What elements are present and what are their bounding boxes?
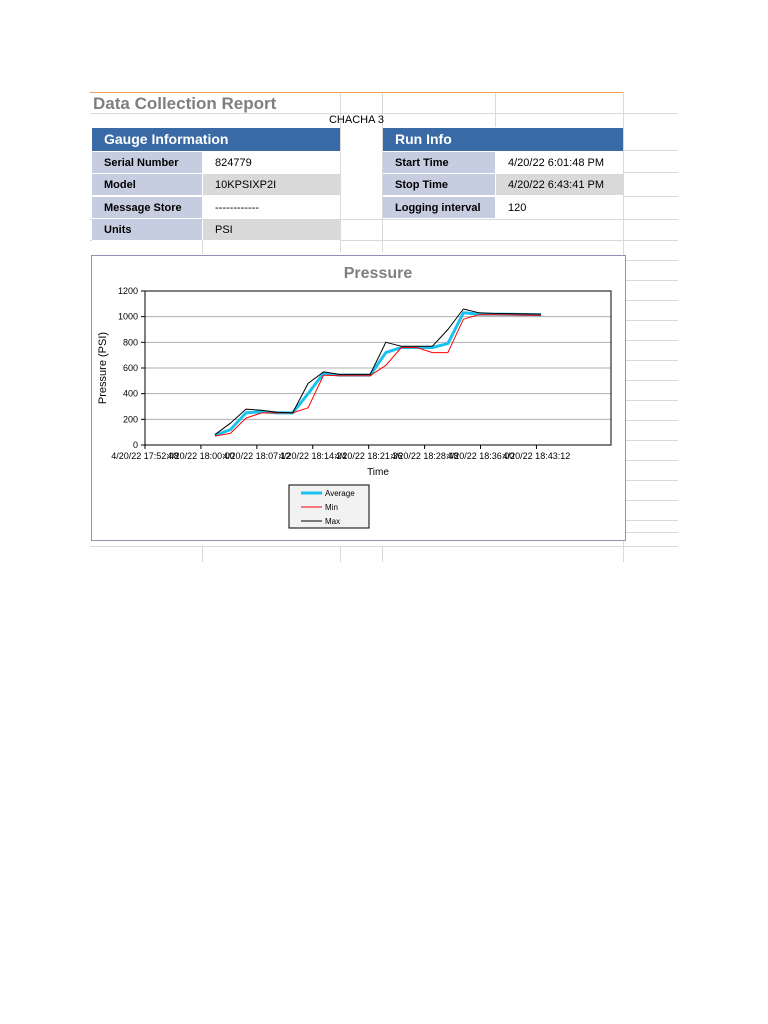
gridline bbox=[202, 546, 203, 562]
gridline bbox=[623, 360, 678, 361]
gridline bbox=[623, 260, 678, 261]
gauge-info-header: Gauge Information bbox=[92, 128, 340, 151]
start-time-label: Start Time bbox=[383, 152, 495, 174]
model-value[interactable]: 10KPSIXP2I bbox=[203, 174, 340, 196]
series-line-max bbox=[215, 309, 541, 435]
stop-time-value[interactable]: 4/20/22 6:43:41 PM bbox=[496, 174, 623, 196]
gridline bbox=[623, 196, 678, 197]
units-value[interactable]: PSI bbox=[203, 219, 340, 241]
chart-title: Pressure bbox=[343, 265, 413, 282]
y-tick-label: 400 bbox=[122, 388, 138, 399]
gridline bbox=[623, 532, 678, 533]
units-label: Units bbox=[92, 219, 202, 241]
legend-label: Average bbox=[325, 489, 355, 498]
y-tick-label: 0 bbox=[132, 440, 138, 450]
legend-label: Min bbox=[325, 503, 338, 512]
x-tick-label: 4/20/22 18:28:48 bbox=[390, 451, 459, 461]
x-tick-label: 4/20/22 17:52:48 bbox=[111, 451, 179, 461]
pressure-chart[interactable] bbox=[91, 255, 626, 541]
y-tick-label: 600 bbox=[122, 363, 138, 373]
legend-label: Max bbox=[325, 517, 341, 526]
gridline bbox=[623, 280, 678, 281]
y-tick-label: 800 bbox=[122, 337, 138, 348]
gridline bbox=[623, 440, 678, 441]
gridline bbox=[623, 520, 678, 521]
gridline bbox=[623, 150, 678, 151]
model-label: Model bbox=[92, 174, 202, 196]
series-line-min bbox=[215, 315, 541, 436]
gridline bbox=[90, 546, 678, 547]
stop-time-label: Stop Time bbox=[383, 174, 495, 196]
message-store-value[interactable]: ------------ bbox=[203, 197, 340, 219]
report-subtitle: CHACHA 3 bbox=[328, 114, 385, 126]
spreadsheet bbox=[90, 92, 678, 562]
gridline bbox=[623, 500, 678, 501]
logging-interval-label: Logging interval bbox=[383, 197, 495, 219]
gridline bbox=[623, 300, 678, 301]
report-title: Data Collection Report bbox=[93, 94, 277, 113]
series-line-average bbox=[215, 313, 541, 436]
run-info-header: Run Info bbox=[383, 128, 623, 151]
gridline bbox=[340, 546, 341, 562]
y-tick-label: 1000 bbox=[117, 311, 138, 322]
serial-number-value[interactable]: 824779 bbox=[203, 152, 340, 174]
start-time-value[interactable]: 4/20/22 6:01:48 PM bbox=[496, 152, 623, 174]
message-store-label: Message Store bbox=[92, 197, 202, 219]
gridline bbox=[623, 400, 678, 401]
gridline bbox=[202, 240, 203, 254]
x-tick-label: 4/20/22 18:00:00 bbox=[167, 451, 235, 461]
gridline bbox=[623, 460, 678, 461]
gridline bbox=[623, 380, 678, 381]
gridline bbox=[623, 172, 678, 173]
y-tick-label: 200 bbox=[122, 414, 138, 425]
x-tick-label: 4/20/22 18:14:24 bbox=[278, 451, 347, 461]
gridline bbox=[623, 340, 678, 341]
x-tick-label: 4/20/22 18:21:36 bbox=[334, 451, 403, 461]
logging-interval-value[interactable]: 120 bbox=[496, 197, 623, 219]
gridline bbox=[623, 420, 678, 421]
y-tick-label: 1200 bbox=[117, 286, 138, 296]
gridline bbox=[623, 320, 678, 321]
pressure-chart-svg bbox=[92, 256, 625, 540]
x-tick-label: 4/20/22 18:07:12 bbox=[223, 451, 291, 461]
x-axis-label: Time bbox=[367, 467, 389, 478]
x-tick-label: 4/20/22 18:43:12 bbox=[502, 451, 571, 461]
title-underline bbox=[90, 92, 623, 93]
x-tick-label: 4/20/22 18:36:00 bbox=[446, 451, 515, 461]
y-axis-label: Pressure (PSI) bbox=[97, 331, 109, 405]
gridline bbox=[623, 480, 678, 481]
gridline bbox=[382, 546, 383, 562]
serial-number-label: Serial Number bbox=[92, 152, 202, 174]
